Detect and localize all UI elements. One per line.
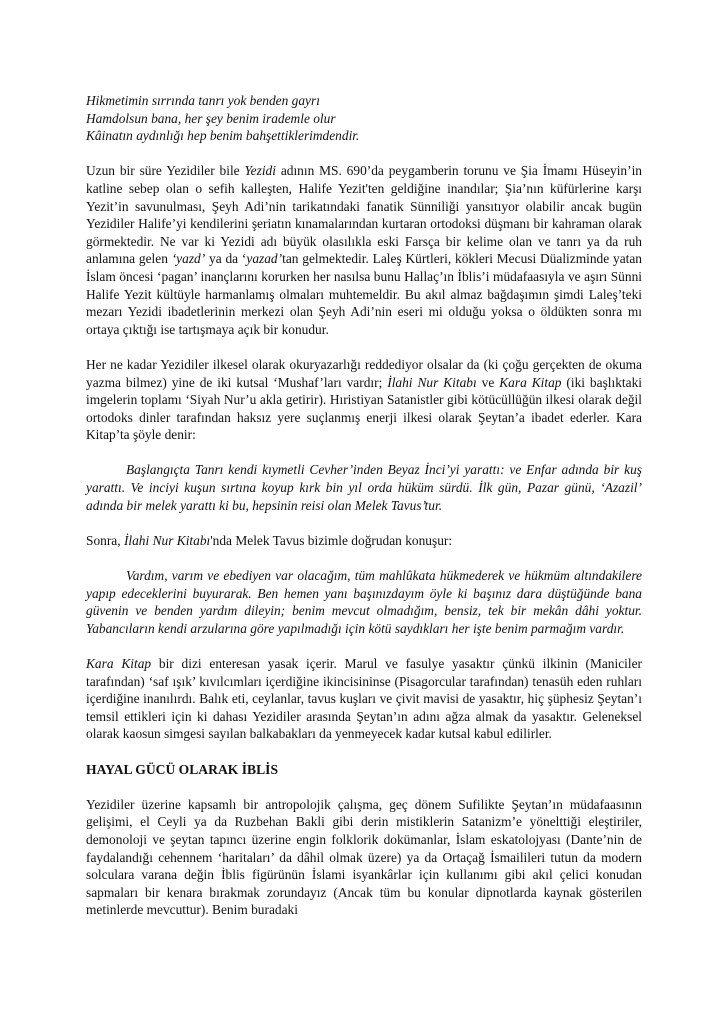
emphasis: Yezidi	[244, 163, 276, 179]
verse-line: Kâinatın aydınlığı hep benim bahşettiklerimdendir.	[86, 128, 360, 144]
paragraph-prohibitions: Kara Kitap bir dizi enteresan yasak içerir. Marul ve fasulye yasaktır çünkü ilkinin (Maniciler tarafından) ‘saf ışık’ kıvılcımları içerdiğine ikincisininse (Pisagorcular tarafından) tenasüh eden ruhları içerdiğine inanılırdı. Balık eti, ceylanlar, tavus kuşları ve çivit mavisi de yasaktır, hiç şüphesiz Şeytan’ı temsil ettikleri için ki dahası Yezidiler arasında Şeytan’ın adını ağza almak da yasaktır. Geleneksel olarak kaosun simgesi sayılan balkabakları da yenmeyecek kadar kutsal kabul edilirler.	[86, 656, 642, 742]
verse-line: Hamdolsun bana, her şey benim irademle olur	[86, 110, 336, 126]
block-quote-melek-tavus: Vardım, varım ve ebediyen var olacağım, tüm mahlûkata hükmederek ve hükmüm altındakilere yapıp edeceklerini buyurarak. Ben hemen yanı başınızdayım öyle ki başınız dara düştüğünde bana güvenin ve benden yardım dileyin; benim mevcut olmadığım, bensiz, tek bir mekân dâhi yoktur. Yabancıların kendi arzularına göre yapılmadığı için kötü saydıkları her işte benim parmağım vardır.	[86, 568, 642, 636]
opening-verse	[86, 92, 642, 145]
document-page	[86, 92, 642, 919]
section-heading: HAYAL GÜCÜ OLARAK İBLİS	[86, 761, 279, 777]
verse-line: Hikmetimin sırrında tanrı yok benden gayrı	[86, 93, 320, 108]
paragraph-holy-books: Her ne kadar Yezidiler ilkesel olarak okuryazarlığı reddediyor olsalar da (ki çoğu gerçekten de okuma yazma bilmez) yine de iki kutsal ‘Mushaf’ları vardır; İlahi Nur Kitabı ve Kara Kitap (iki başlıktaki imgelerin toplamı ‘Siyah Nur’u akla getirir). Hıristiyan Satanistler gibi kötücüllüğün ilkesi olarak değil ortodoks dinler tarafından haksız yere suçlanmış enerji ilkesi olarak Şeytan’a ibadet ederler. Kara Kitap’ta şöyle denir:	[86, 356, 642, 443]
emphasis: yazad’	[246, 251, 283, 267]
paragraph-iblis-imagination: Yezidiler üzerine kapsamlı bir antropolojik çalışma, geç dönem Sufilikte Şeytan’ın müdafaasının gelişimi, el Ceyli ya da Ruzbehan Bakli gibi derin mistiklerin Satanizm’e yönelttiği eleştiriler, demonoloji ve şeytan tapıncı üzerine engin folklorik dokümanlar, İslam eskatolojyası (Dante’nin de faydalandığı cehennem ‘haritaları’ da dâhil olmak üzere) ya da Ortaçağ İsmailileri tutun da modern solculara varana değin İblis figürünün İslami isyankârlar için kullanımı gibi akıl çelici konudan sapmaları bir kenara bırakmak zorundayız (Ancak tüm bu konular dipnotlarda kaynak gösterilen metinlerde mevcuttur). Benim buradaki	[86, 796, 642, 918]
paragraph-yezidi-origin: Uzun bir süre Yezidiler bile Yezidi adının MS. 690’da peygamberin torunu ve Şia İmamı Hüseyin’in katline sebep olan o sefih kalleşten, Halife Yezit'ten geldiğine inandılar; Şia’nın küfürlerine karşı Yezit’in savunulması, Şeyh Adi’nin tarikatındaki fanatik Sünniliği yansıtıyor olabilir ancak bugün Yezidiler Halife’yi kendilerini şeriatın kınamalarından kurtaran ortodoksi düşmanı bir kahraman olarak görmektedir. Ne var ki Yezidi adı büyük olasılıkla eski Farsça bir kelime olan ve tanrı ya da ruh anlamına gelen ‘yazd’ ya da ‘yazad’tan gelmektedir. Laleş Kürtleri, kökleri Mecusi Düalizminde yatan İslam öncesi ‘pagan’ inançlarını korurken her nasılsa bunu Hallaç’ın İblis’i müdafaasıyla ve aşırı Sünni Halife Yezit kültüyle harmanlamış olmaları muhtemeldir. Bu akıl almaz bağdaşımın şimdi Laleş’teki mezarı Yezidi ibadetlerinin merkezi olan Şeyh Adi’nin eseri mi olduğu yoksa o öldükten sonra mı ortaya çıktığı ise tartışmaya açık bir konudur.	[86, 163, 643, 337]
paragraph-melek-tavus-intro: Sonra, İlahi Nur Kitabı'nda Melek Tavus bizimle doğrudan konuşur:	[86, 532, 453, 548]
book-title: İlahi Nur Kitabı	[387, 374, 477, 390]
book-title: İlahi Nur Kitabı	[123, 532, 211, 548]
emphasis: ‘yazd’	[171, 251, 206, 267]
block-quote-kara-kitap: Başlangıçta Tanrı kendi kıymetli Cevher’inden Beyaz İnci’yi yarattı: ve Enfar adında bir kuş yarattı. Ve inciyi kuşun sırtına koyup kırk bin yıl orda hüküm sürdü. İlk gün, Pazar günü, ‘Azazil’ adında bir melek yarattı ki bu, hepsinin reisi olan Melek Tavus’tur.	[86, 462, 642, 513]
book-title: Kara Kitap	[499, 374, 562, 390]
book-title: Kara Kitap	[86, 656, 152, 671]
